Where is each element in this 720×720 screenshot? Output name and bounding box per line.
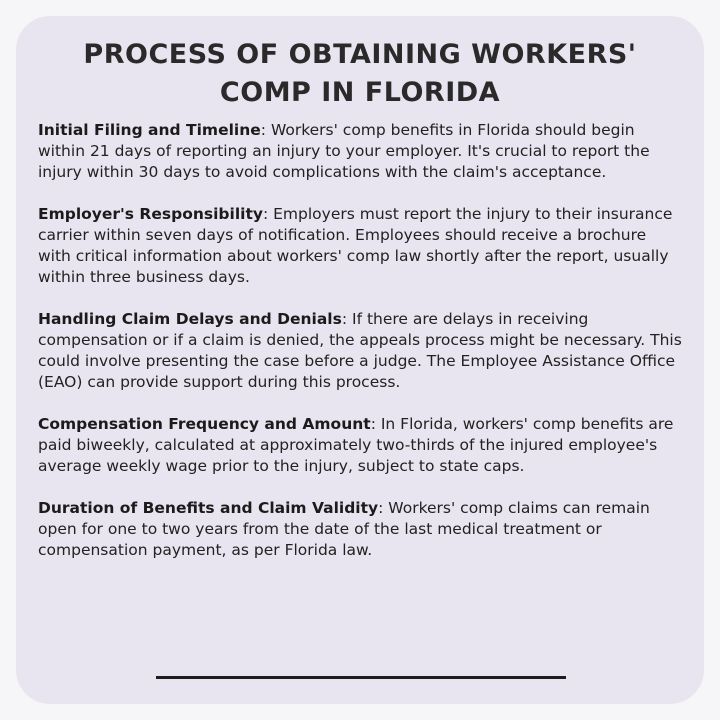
section-heading: Compensation Frequency and Amount bbox=[38, 415, 371, 433]
section-heading: Handling Claim Delays and Denials bbox=[38, 310, 342, 328]
section-text: If there are delays in receiving compensation or if a claim is denied, the appeals process might be necessary. This could involve presenting the case before a judge. The Employee Assistance Office (EAO) can provide support during this process. bbox=[38, 310, 682, 391]
section-compensation: Compensation Frequency and Amount: In Florida, workers' comp benefits are paid biweekly, calculated at approximately two-thirds of the injured employee's average weekly wage prior to the injury, subject to state caps. bbox=[38, 415, 674, 475]
section-heading: Initial Filing and Timeline bbox=[38, 121, 261, 139]
section-claim-delays: Handling Claim Delays and Denials: If there are delays in receiving compensation or if a claim is denied, the appeals process might be necessary. This could involve presenting the case before a judge. The Employee Assistance Office (EAO) can provide support during this process. bbox=[38, 310, 682, 391]
bottom-divider bbox=[156, 676, 566, 679]
section-duration: Duration of Benefits and Claim Validity: Workers' comp claims can remain open for one to two years from the date of the last medical treatment or compensation payment, as per Florida law. bbox=[38, 499, 650, 559]
page-title: PROCESS OF OBTAINING WORKERS' COMP IN FLORIDA bbox=[83, 39, 637, 108]
section-text: In Florida, workers' comp benefits are paid biweekly, calculated at approximately two-thirds of the injured employee's average weekly wage prior to the injury, subject to state caps. bbox=[38, 415, 674, 475]
section-employer-responsibility: Employer's Responsibility: Employers must report the injury to their insurance carrier within seven days of notification. Employees should receive a brochure with critical information about workers' comp law shortly after the report, usually within three business days. bbox=[38, 205, 673, 286]
section-text: Workers' comp claims can remain open for one to two years from the date of the last medical treatment or compensation payment, as per Florida law. bbox=[38, 499, 650, 559]
section-text: Employers must report the injury to their insurance carrier within seven days of notification. Employees should receive a brochure with critical information about workers' comp law shortly after the report, usually within three business days. bbox=[38, 205, 673, 286]
section-heading: Duration of Benefits and Claim Validity bbox=[38, 499, 379, 517]
info-card bbox=[16, 16, 704, 704]
section-heading: Employer's Responsibility bbox=[38, 205, 263, 223]
section-initial-filing: Initial Filing and Timeline: Workers' comp benefits in Florida should begin within 21 days of reporting an injury to your employer. It's crucial to report the injury within 30 days to avoid complications with the claim's acceptance. bbox=[38, 121, 650, 181]
section-text: Workers' comp benefits in Florida should begin within 21 days of reporting an injury to your employer. It's crucial to report the injury within 30 days to avoid complications with the claim's acceptance. bbox=[38, 121, 650, 181]
